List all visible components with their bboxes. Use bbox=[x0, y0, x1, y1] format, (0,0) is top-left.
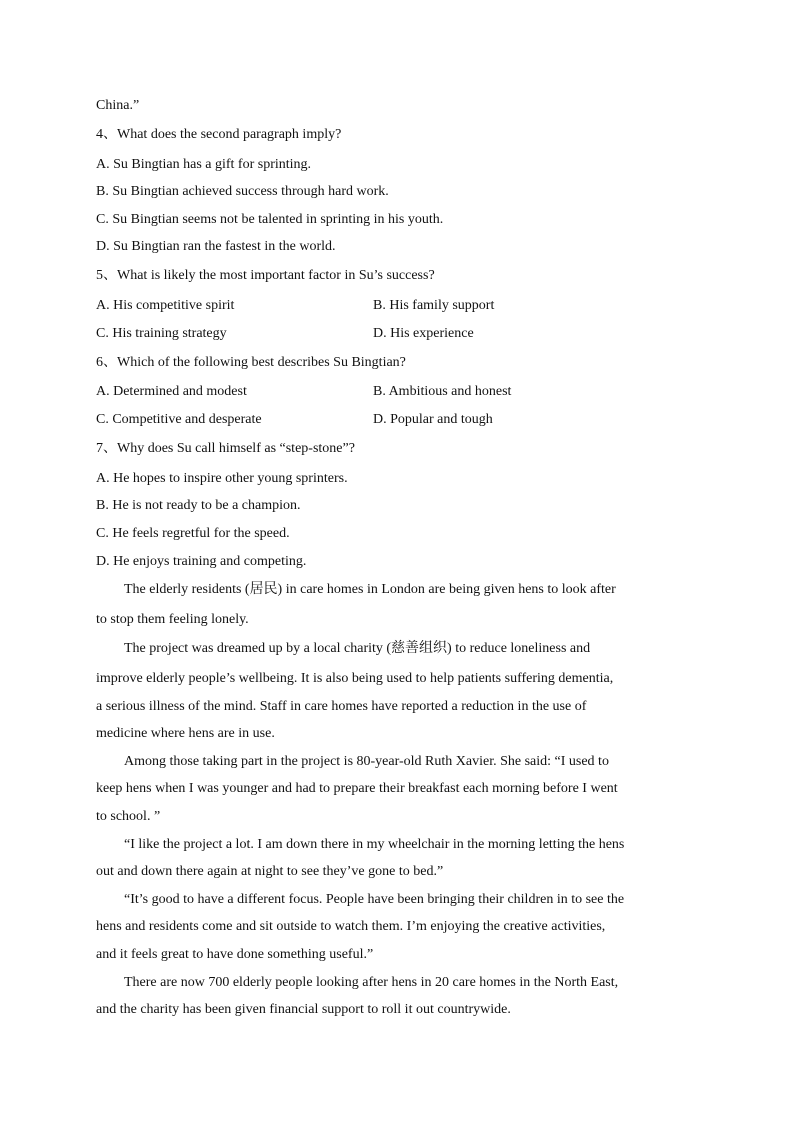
question-4-option-a: A. Su Bingtian has a gift for sprinting. bbox=[96, 157, 312, 172]
passage-p4-line-1: “I like the project a lot. I am down there in my wheelchair in the morning letting the hens bbox=[124, 837, 625, 852]
question-5-option-c: C. His training strategy bbox=[96, 326, 227, 341]
carryover-text: China.” bbox=[96, 98, 140, 113]
passage-p2-line-2: improve elderly people’s wellbeing. It is also being used to help patients suffering dementia, bbox=[96, 671, 614, 686]
question-6-stem: 6、Which of the following best describes Su Bingtian? bbox=[96, 355, 406, 370]
passage-p5-line-2: hens and residents come and sit outside to watch them. I’m enjoying the creative activities, bbox=[96, 919, 606, 934]
passage-p1-line-2: to stop them feeling lonely. bbox=[96, 612, 249, 627]
passage-p5-line-3: and it feels great to have done something useful.” bbox=[96, 947, 374, 962]
passage-p4-line-2: out and down there again at night to see they’ve gone to bed.” bbox=[96, 864, 444, 879]
passage-p2-line-4: medicine where hens are in use. bbox=[96, 726, 275, 741]
passage-p5-line-1: “It’s good to have a different focus. People have been bringing their children in to see the bbox=[124, 892, 625, 907]
question-7-stem: 7、Why does Su call himself as “step-stone”? bbox=[96, 441, 355, 456]
question-4-stem: 4、What does the second paragraph imply? bbox=[96, 127, 342, 142]
question-7-option-b: B. He is not ready to be a champion. bbox=[96, 498, 301, 513]
passage-p3-line-2: keep hens when I was younger and had to prepare their breakfast each morning before I went bbox=[96, 781, 618, 796]
question-6-option-d: D. Popular and tough bbox=[373, 412, 493, 427]
passage-p1-line-1: The elderly residents (居民) in care homes in London are being given hens to look after bbox=[124, 582, 616, 597]
question-6-option-a: A. Determined and modest bbox=[96, 384, 247, 399]
question-5-option-a: A. His competitive spirit bbox=[96, 298, 235, 313]
question-4-option-d: D. Su Bingtian ran the fastest in the world. bbox=[96, 239, 336, 254]
passage-p2-line-1: The project was dreamed up by a local charity (慈善组织) to reduce loneliness and bbox=[124, 641, 591, 656]
question-5-option-d: D. His experience bbox=[373, 326, 474, 341]
passage-p6-line-1: There are now 700 elderly people looking after hens in 20 care homes in the North East, bbox=[124, 975, 619, 990]
question-5-stem: 5、What is likely the most important factor in Su’s success? bbox=[96, 268, 435, 283]
question-6-option-b: B. Ambitious and honest bbox=[373, 384, 512, 399]
question-5-option-b: B. His family support bbox=[373, 298, 495, 313]
passage-p6-line-2: and the charity has been given financial support to roll it out countrywide. bbox=[96, 1002, 511, 1017]
question-7-option-a: A. He hopes to inspire other young sprinters. bbox=[96, 471, 348, 486]
question-7-option-c: C. He feels regretful for the speed. bbox=[96, 526, 290, 541]
question-7-option-d: D. He enjoys training and competing. bbox=[96, 554, 307, 569]
passage-p3-line-3: to school. ” bbox=[96, 809, 161, 824]
passage-p3-line-1: Among those taking part in the project is 80-year-old Ruth Xavier. She said: “I used to bbox=[124, 754, 609, 769]
passage-p2-line-3: a serious illness of the mind. Staff in care homes have reported a reduction in the use of bbox=[96, 699, 587, 714]
question-4-option-b: B. Su Bingtian achieved success through hard work. bbox=[96, 184, 389, 199]
question-6-option-c: C. Competitive and desperate bbox=[96, 412, 262, 427]
question-4-option-c: C. Su Bingtian seems not be talented in sprinting in his youth. bbox=[96, 212, 444, 227]
